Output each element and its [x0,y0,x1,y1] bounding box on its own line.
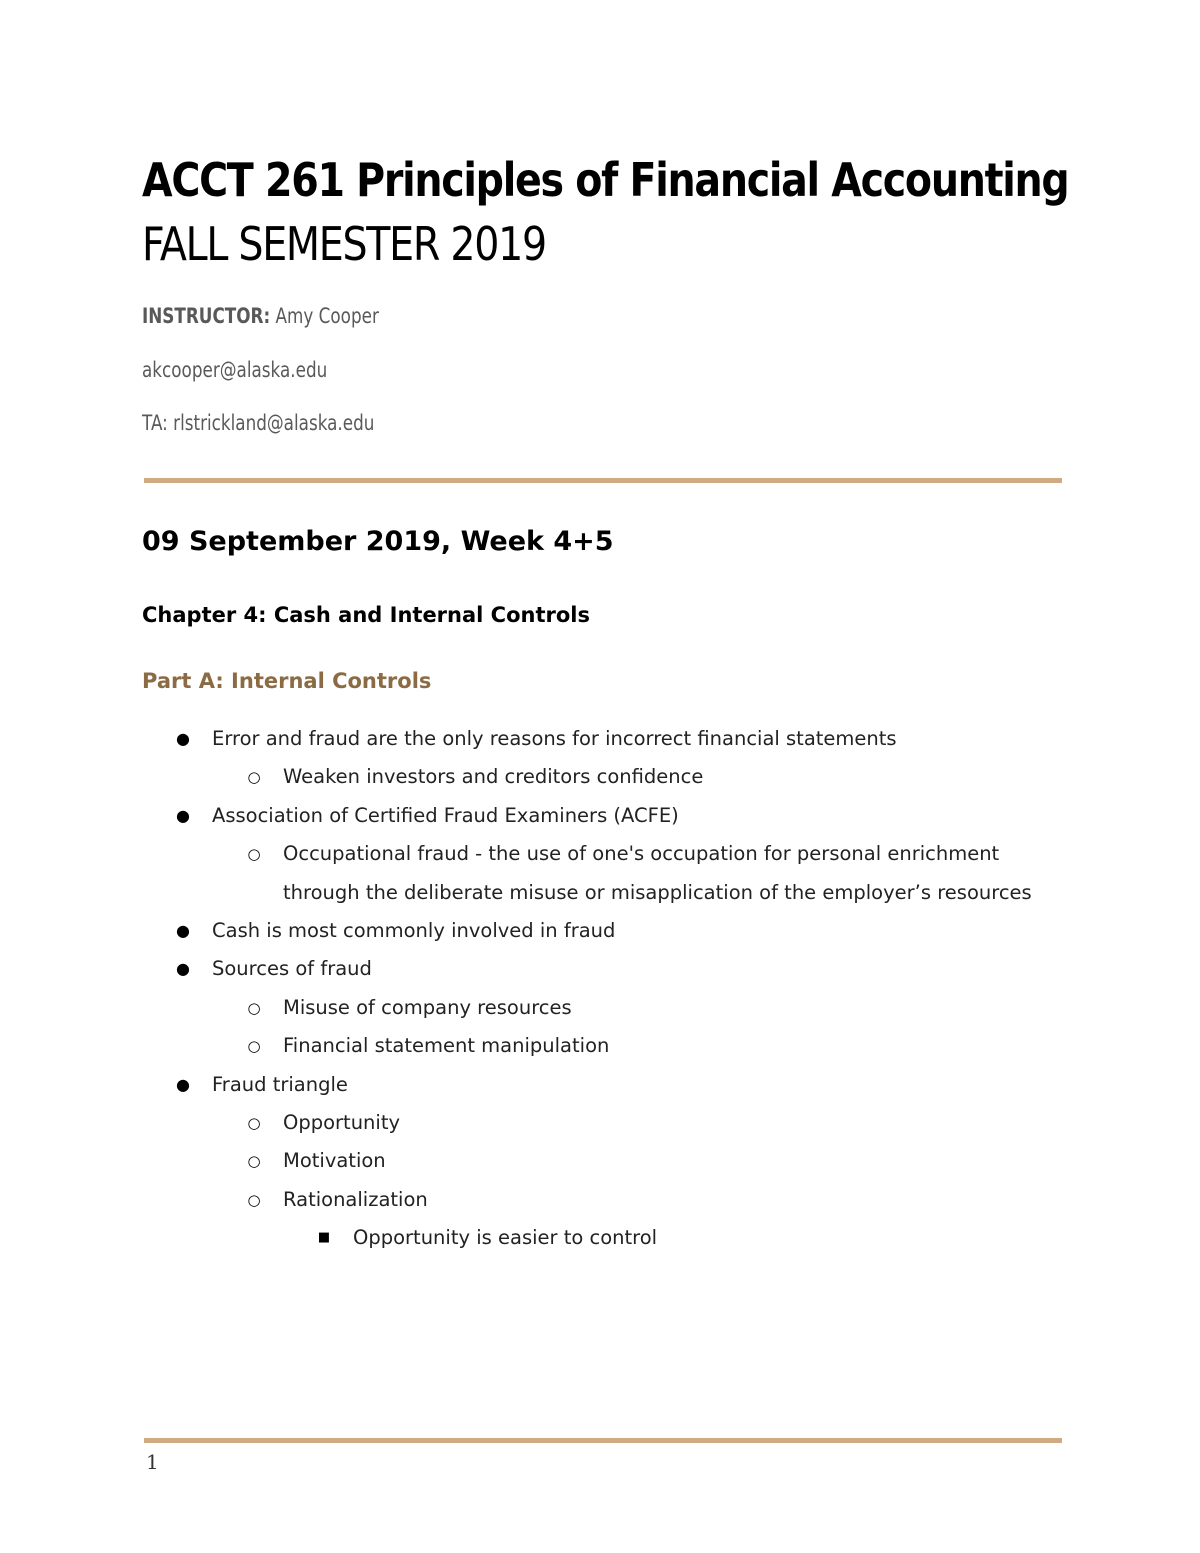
semester-title: FALL SEMESTER 2019 [142,217,546,271]
filled-bullet-icon: ● [176,805,190,825]
list-item [0,797,1200,835]
list-item-text: Cash is most commonly involved in fraud [212,919,616,943]
hollow-bullet-icon: ○ [247,845,261,864]
list-item [0,1219,1200,1257]
list-item [0,912,1200,950]
hollow-bullet-icon: ○ [247,768,261,787]
list-item [0,950,1200,988]
list-item-text: Opportunity [283,1111,401,1135]
list-item [0,720,1200,758]
ta-email: TA: rlstrickland@alaska.edu [142,411,375,435]
hollow-bullet-icon: ○ [247,1152,261,1171]
notes-list [0,720,1200,1258]
chapter-heading: Chapter 4: Cash and Internal Controls [142,603,590,627]
hollow-bullet-icon: ○ [247,1037,261,1056]
header-divider [144,478,1062,483]
filled-bullet-icon: ● [176,921,190,941]
list-item-text: through the deliberate misuse or misapplication of the employer’s resources [283,880,1032,904]
document-title [142,148,1068,276]
list-item-text: Fraud triangle [212,1072,348,1096]
date-heading: 09 September 2019, Week 4+5 [142,526,614,557]
list-item [0,989,1200,1027]
list-item-text: Rationalization [283,1187,428,1211]
course-title: ACCT 261 Principles of Financial Accounting [142,153,1069,207]
list-item [0,1181,1200,1219]
instructor-label: INSTRUCTOR: [142,304,271,328]
hollow-bullet-icon: ○ [247,1190,261,1209]
filled-bullet-icon: ● [176,959,190,979]
square-bullet-icon: ■ [317,1230,331,1246]
list-item-text: Misuse of company resources [283,995,572,1019]
instructor-name: Amy Cooper [270,304,379,328]
filled-bullet-icon: ● [176,729,190,748]
list-item [0,1027,1200,1065]
footer-divider [144,1438,1062,1443]
list-item [0,1142,1200,1180]
list-item [0,1104,1200,1142]
page-number: 1 [146,1450,159,1474]
list-item-text: Occupational fraud - the use of one's occupation for personal enrichment [283,842,1000,866]
list-item-text: Weaken investors and creditors confidence [283,765,704,789]
list-item [0,1066,1200,1104]
filled-bullet-icon: ● [176,1074,190,1094]
list-item-continuation [0,874,1200,912]
list-item-text: Error and fraud are the only reasons for incorrect financial statements [212,727,897,750]
instructor-email: akcooper@alaska.edu [142,358,328,382]
list-item-text: Opportunity is easier to control [353,1226,658,1250]
list-item [0,835,1200,873]
list-item-text: Financial statement manipulation [283,1034,610,1058]
list-item-text: Association of Certified Fraud Examiners (ACFE) [212,803,679,827]
hollow-bullet-icon: ○ [247,998,261,1017]
instructor-line [142,304,379,328]
list-item-text: Motivation [283,1149,386,1173]
part-heading: Part A: Internal Controls [142,669,432,693]
list-item-text: Sources of fraud [212,957,372,981]
list-item [0,758,1200,796]
hollow-bullet-icon: ○ [247,1114,261,1133]
